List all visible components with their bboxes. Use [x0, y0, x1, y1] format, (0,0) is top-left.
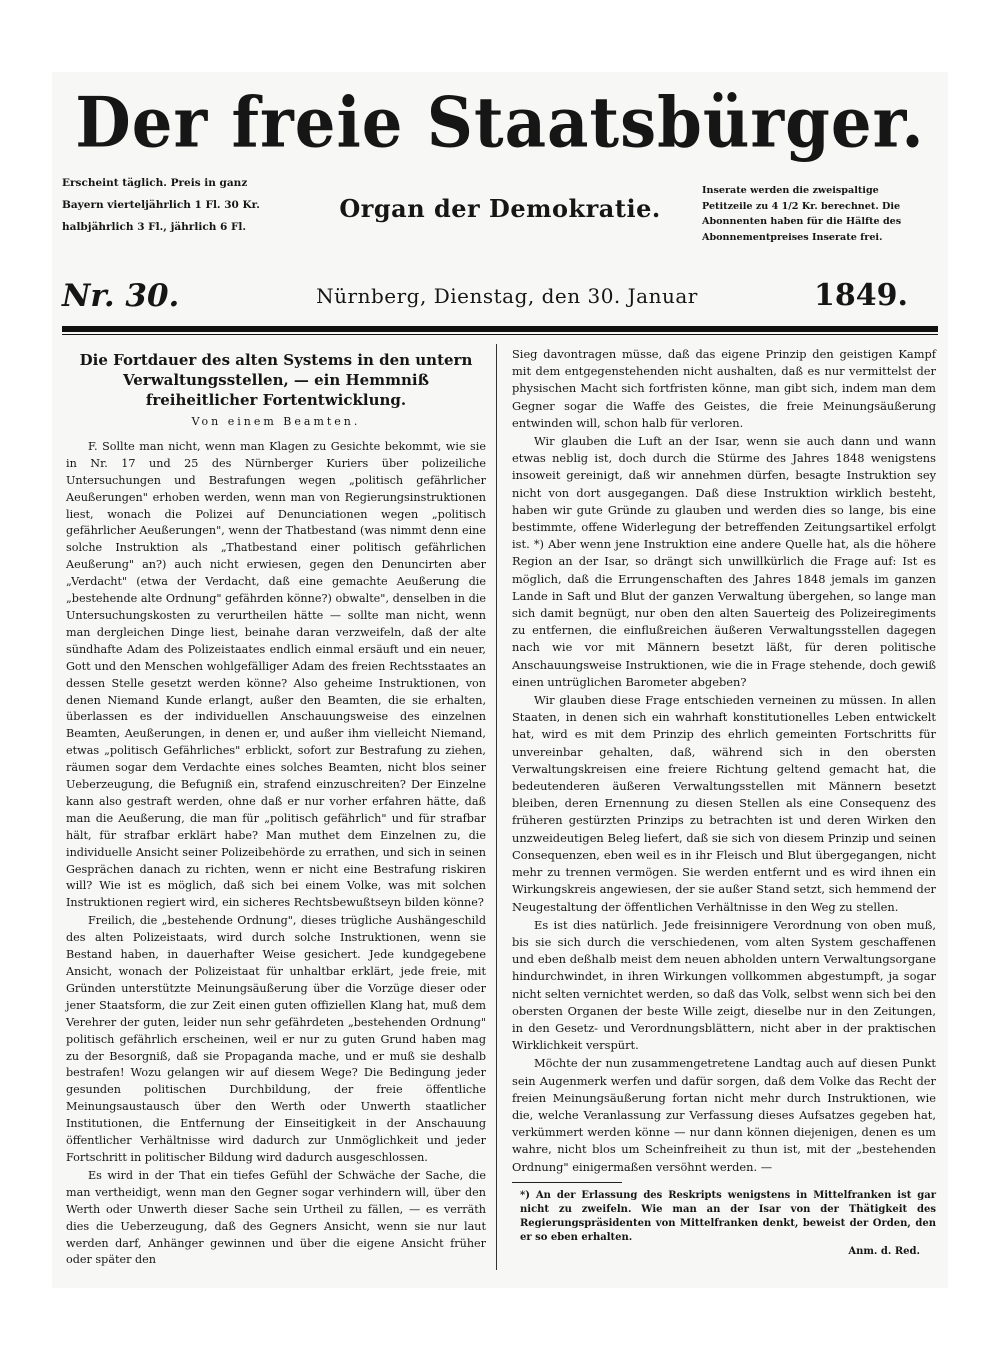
article-paragraph: Sieg davontragen müsse, daß das eigene Prinzip den geistigen Kampf mit dem entgegenstehenden nicht aushalten, daß es nur vermittelst der physischen Macht sich fortfristen könne, man gibt sich, indem man dem Gegner sogar die Waffe des Geistes, die freie Meinungsäußerung entwinden will, schon halb für verloren.	[512, 347, 936, 430]
header-rule	[62, 326, 938, 332]
issue-line	[52, 278, 948, 318]
footnote-signature: Anm. d. Red.	[848, 1245, 920, 1257]
right-column	[512, 346, 936, 1259]
header-rule-thin	[62, 334, 938, 335]
footnote-text: *) An der Erlassung des Reskripts wenigstens in Mittelfranken ist gar nicht zu zweifeln. Wie man an der Isar von der Thätigkeit des Regierungspräsidenten von Mittelfranken denkt, beweist der Orden, den er so eben erhalten.	[520, 1189, 936, 1243]
masthead-subtitle: Organ der Demokratie.	[339, 194, 661, 223]
footnote-rule	[512, 1182, 622, 1183]
article-paragraph: Es wird in der That ein tiefes Gefühl der Schwäche der Sache, die man vertheidigt, wenn man den Gegner sogar verhindern will, über den Werth oder Unwerth dieser Sache sein Urtheil zu fällen, — es verräth dies die Ueberzeugung, daß des Gegners Ansicht, wenn sie nur laut werden darf, Anhänger gewinnen und über die eigene Ansicht früher oder später den	[66, 1168, 486, 1267]
left-column	[66, 346, 486, 1270]
article-title: Die Fortdauer des alten Systems in den untern Verwaltungsstellen, — ein Hemmniß freiheitlicher Fortentwicklung.	[79, 351, 473, 409]
article-paragraph: Wir glauben die Luft an der Isar, wenn sie auch dann und wann etwas neblig ist, doch durch die Stürme des Jahres 1848 wenigstens insoweit gereinigt, daß wir annehmen dürfen, besagte Instruktion sey nicht von dort ausgegangen. Daß diese Instruktion wirklich besteht, haben wir gute Gründe zu glauben und werden dies so lange, bis eine bestimmte, offene Widerlegung der betreffenden Zeitungsartikel erfolgt ist. *) Aber wenn jene Instruktion eine andere Quelle hat, als die höhere Region an der Isar, so drängt sich unwillkürlich die Frage auf: Ist es möglich, daß die Errungenschaften des Jahres 1848 jemals im ganzen Lande in Saft und Blut der ganzen Verwaltung übergehen, so lange man sich damit begnügt, nur oben den alten Sauerteig des Polizeiregiments zu entfernen, die einflußreichen äußeren Verwaltungsstellen dagegen nach wie vor mit Männern besetzt läßt, für deren politische Anschauungsweise Instruktionen, wie die in Frage stehende, doch gewiß einen untrüglichen Barometer abgeben?	[512, 434, 936, 689]
article-paragraph: Freilich, die „bestehende Ordnung", dieses trügliche Aushängeschild des alten Polizeistaats, wird durch solche Instruktionen, wenn sie Bestand haben, in dauerhafter Weise gesichert. Jede kundgegebene Ansicht, wonach der Polizeistaat für unhaltbar erklärt, jede freie, mit Gründen unterstützte Meinungsäußerung über die Vorzüge dieser oder jener Staatsform, die zur Zeit einen guten offiziellen Klang hat, muß dem Verehrer der guten, leider nun sehr gefährdeten „bestehenden Ordnung" politisch gefährlich erscheinen, weil er nur zu guten Grund haben mag zu der Besorgniß, daß sie Propaganda mache, und er muß sie deshalb bestrafen! Wozu gelangen wir auf diesem Wege? Die Bedingung jeder gesunden politischen Durchbildung, der freie öffentliche Meinungsaustausch über den Werth oder Unwerth staatlicher Institutionen, die Entfernung der Einseitigkeit in der Anschauung öffentlicher Verhältnisse wird dadurch zur Unmöglichkeit und jeder Fortschritt in politischer Bildung wird dadurch ausgeschlossen.	[66, 914, 486, 1164]
issue-year: 1849.	[814, 278, 908, 313]
article-paragraph: Möchte der nun zusammengetretene Landtag auch auf diesen Punkt sein Augenmerk werfen und dafür sorgen, daß dem Volke das Recht der freien Meinungsäußerung fortan nicht mehr durch Instruktionen, wie die, welche Veranlassung zur Verfassung dieses Aufsatzes gegeben hat, verkümmert werden könne — nur dann können diejenigen, denen es um wahre, nicht blos um Scheinfreiheit zu thun ist, mit der „bestehenden Ordnung" einigermaßen versöhnt werden. —	[512, 1056, 936, 1174]
issue-number: Nr. 30.	[62, 278, 180, 314]
issue-place-date: Nürnberg, Dienstag, den 30. Januar	[316, 284, 698, 308]
article-paragraph: F. Sollte man nicht, wenn man Klagen zu Gesichte bekommt, wie sie in Nr. 17 und 25 des Nürnberger Kuriers über polizeiliche Untersuchungen und Bestrafungen wegen „politisch gefährlicher Aeußerungen" erhoben werden, wenn man von Regierungsinstruktionen liest, wonach die Polizei auf Denunciationen wegen „politisch gefährlicher Aeußerungen", wenn der Thatbestand (was nimmt denn eine solche Instruktion als „Thatbestand einer politisch gefährlichen Aeußerung" an?) auch nicht erwiesen, gegen den Denuncirten aber „Verdacht" (etwa der Verdacht, daß eine gemachte Aeußerung die „bestehende alte Ordnung" gefährden könne?) obwalte", denselben in die Untersuchungskosten zu verurtheilen hätte — sollte man nicht, wenn man dergleichen Dinge liest, beinahe daran verzweifeln, daß der alte sündhafte Adam des Polizeistaates endlich einmal ersäuft und ein neuer, Gott und den Menschen wohlgefälliger Adam des freien Rechtsstaates an dessen Stelle gesetzt werden könne? Also geheime Instruktionen, von denen Niemand Kunde erlangt, außer den Beamten, die sie erhalten, überlassen es der individuellen Anschauungsweise des einzelnen Beamten, Aeußerungen, in denen er, und außer ihm vielleicht Niemand, etwas „politisch Gefährliches" erblickt, sofort zur Bestrafung zu ziehen, räumen sogar dem Verdachte eines solches Beamten, nicht blos seiner Ueberzeugung, die Befugniß ein, strafend einzuschreiten? Der Einzelne kann also gestraft werden, ohne daß er nur vorher erfahren hätte, daß man die Aeußerung, die man für „politisch gefährlich" und für strafbar hält, für strafbar erklärt habe? Man muthet dem Einzelnen zu, die individuelle Ansicht seiner Polizeibehörde zu errathen, und sich in seinen Gesprächen danach zu richten, wenn er nicht eine Bestrafung riskiren will? Wie ist es möglich, daß sich bei einem Volke, was mit solchen Instruktionen regiert wird, ein sicheres Rechtsbewußtseyn bilden könne?	[66, 439, 486, 910]
advertising-notice: Inserate werden die zweispaltige Petitzeile zu 4 1/2 Kr. berechnet. Die Abonnenten haben für die Hälfte des Abonnementpreises Inserate frei.	[702, 185, 902, 243]
article-paragraph: Es ist dies natürlich. Jede freisinnigere Verordnung von oben muß, bis sie sich durch die verschiedenen, vom alten System geschaffenen und eben deßhalb meist dem neuen abholden untern Verwaltungsorgane hindurchwindet, in ihren Wirkungen vollkommen abgestumpft, ja sogar nicht selten vernichtet werden, so daß das Volk, selbst wenn sich bei den obersten Organen der beste Wille zeigt, dieselbe nur in den Zeitungen, in den Gesetz- und Verordnungsblättern, nicht aber in der praktischen Wirklichkeit verspürt.	[512, 917, 936, 1053]
newspaper-page	[52, 72, 948, 1288]
footnote	[520, 1189, 936, 1259]
article-byline: Von einem Beamten.	[191, 415, 361, 428]
column-divider	[496, 344, 497, 1270]
article-paragraph: Wir glauben diese Frage entschieden verneinen zu müssen. In allen Staaten, in denen sich ein wahrhaft konstitutionelles Leben entwickelt hat, wird es mit dem Prinzip des ehrlich gemeinten Fortschritts für unvereinbar gehalten, daß, während sich in den obersten Verwaltungskreisen eine freiere Richtung geltend gemacht hat, die bedeutenderen äußeren Verwaltungsstellen mit Männern besetzt bleiben, deren Ernennung zu diesen Stellen als eine Consequenz des früheren gestürzten Prinzips zu betrachten ist und deren Wirken den unzweideutigen Beleg liefert, daß sie sich von diesem Prinzip und seinen Consequenzen, eben weil es in ihr Fleisch und Blut übergegangen, nicht mehr zu trennen vermögen. Sie werden entfernt und es wird ihnen ein Wirkungskreis angewiesen, der sie außer Stand setzt, sich hemmend der Neugestaltung der öffentlichen Verhältnisse in den Weg zu stellen.	[512, 693, 936, 914]
masthead-title: Der freie Staatsbürger.	[75, 82, 925, 164]
subscription-notice: Erscheint täglich. Preis in ganz Bayern vierteljährlich 1 Fl. 30 Kr. halbjährlich 3 Fl., jährlich 6 Fl.	[62, 177, 260, 233]
